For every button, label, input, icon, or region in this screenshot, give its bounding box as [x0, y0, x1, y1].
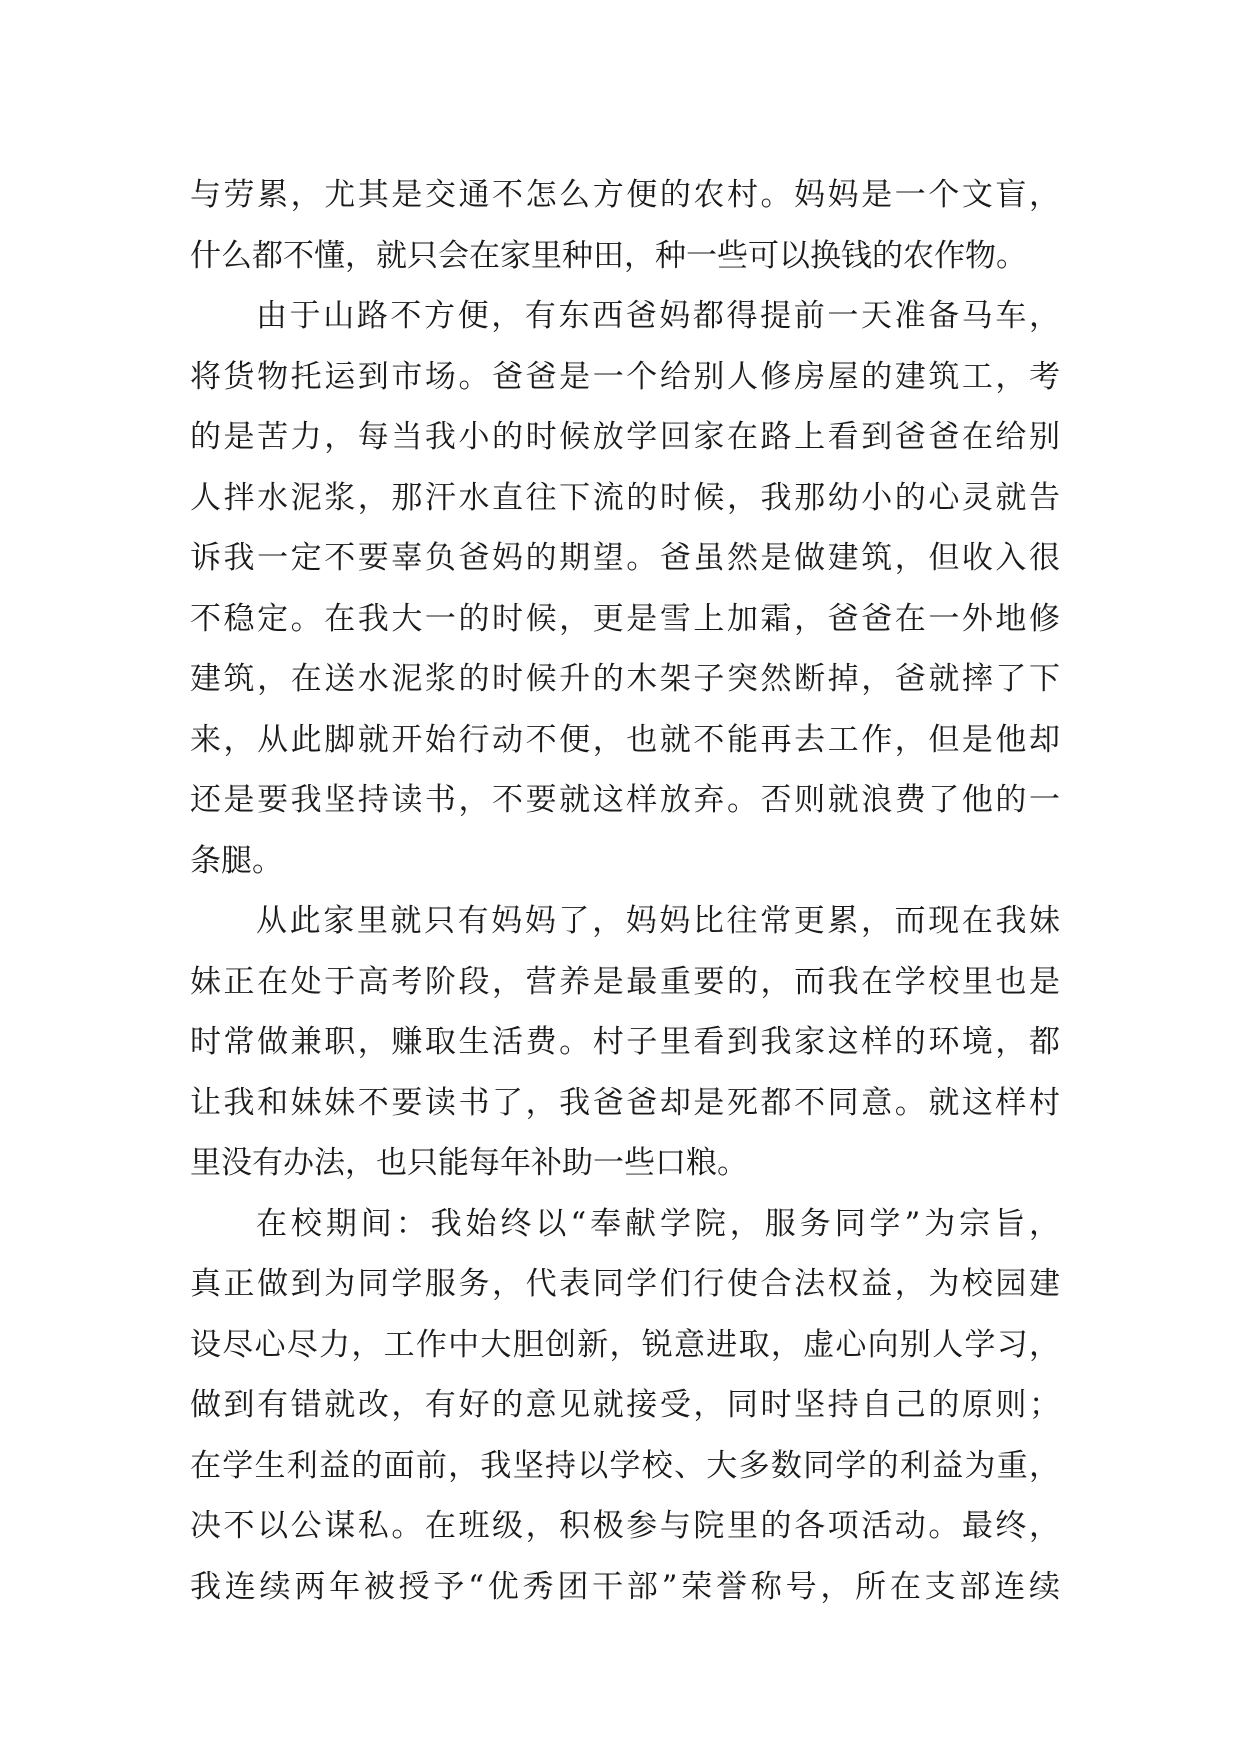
- text-line: 什么都不懂，就只会在家里种田，种一些可以换钱的农作物。: [190, 237, 1027, 274]
- text-line: 将货物托运到市场。爸爸是一个给别人修房屋的建筑工，考: [190, 358, 1060, 395]
- text-line: 从此家里就只有妈妈了，妈妈比往常更累，而现在我妹: [256, 903, 1060, 939]
- text-line: 设尽心尽力，工作中大胆创新，锐意进取，虚心向别人学习，: [190, 1326, 1060, 1363]
- text-line: 诉我一定不要辜负爸妈的期望。爸虽然是做建筑，但收入很: [190, 540, 1060, 576]
- text-line: 真正做到为同学服务，代表同学们行使合法权益，为校园建: [190, 1266, 1060, 1302]
- body-text: [190, 165, 1060, 1617]
- text-line: 与劳累，尤其是交通不怎么方便的农村。妈妈是一个文盲，: [190, 177, 1060, 213]
- text-line: 建筑，在送水泥浆的时候升的木架子突然断掉，爸就摔了下: [190, 661, 1060, 697]
- text-line: 不稳定。在我大一的时候，更是雪上加霜，爸爸在一外地修: [190, 600, 1060, 637]
- text-line: 妹正在处于高考阶段，营养是最重要的，而我在学校里也是: [190, 963, 1060, 1000]
- text-line: 时常做兼职，赚取生活费。村子里看到我家这样的环境，都: [190, 1024, 1060, 1060]
- text-line: 我连续两年被授予“优秀团干部”荣誉称号，所在支部连续: [190, 1568, 1060, 1605]
- text-line: 在校期间：我始终以“奉献学院，服务同学”为宗旨，: [256, 1205, 1060, 1242]
- text-line: 在学生利益的面前，我坚持以学校、大多数同学的利益为重，: [190, 1447, 1060, 1484]
- text-line: 还是要我坚持读书，不要就这样放弃。否则就浪费了他的一: [190, 782, 1060, 818]
- text-line: 里没有办法，也只能每年补助一些口粮。: [190, 1145, 748, 1181]
- text-line: 让我和妹妹不要读书了，我爸爸却是死都不同意。就这样村: [190, 1084, 1060, 1121]
- text-line: 来，从此脚就开始行动不便，也就不能再去工作，但是他却: [190, 721, 1060, 758]
- text-line: 做到有错就改，有好的意见就接受，同时坚持自己的原则；: [190, 1387, 1060, 1423]
- text-line: 条腿。: [190, 842, 283, 879]
- text-line: 决不以公谋私。在班级，积极参与院里的各项活动。最终，: [190, 1508, 1060, 1544]
- text-line: 的是苦力，每当我小的时候放学回家在路上看到爸爸在给别: [190, 419, 1060, 455]
- text-line: 人拌水泥浆，那汗水直往下流的时候，我那幼小的心灵就告: [190, 479, 1060, 516]
- text-line: 由于山路不方便，有东西爸妈都得提前一天准备马车，: [256, 298, 1060, 334]
